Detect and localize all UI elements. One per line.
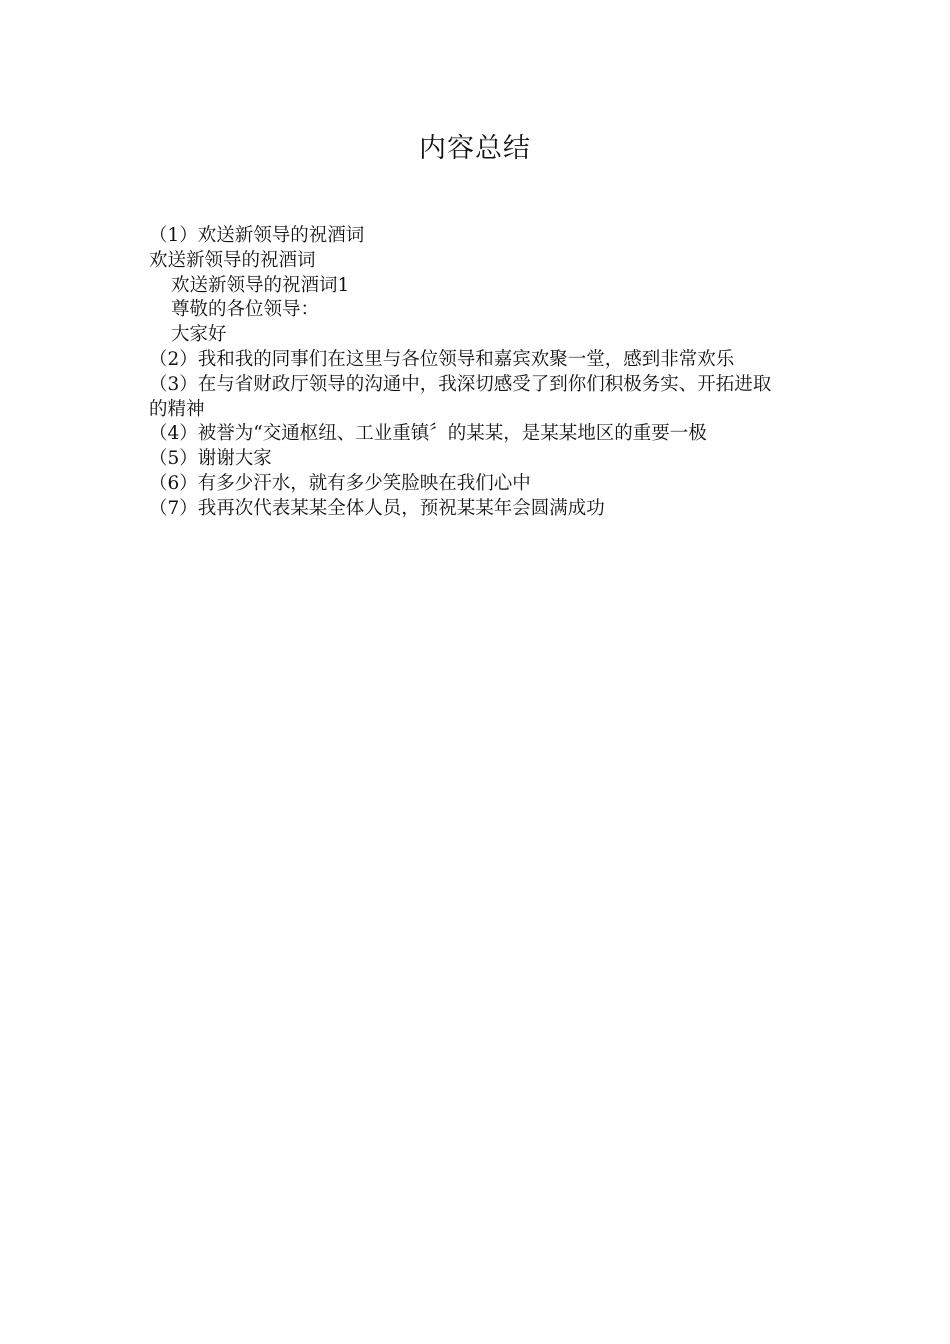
summary-item-1: （1）欢送新领导的祝酒词 <box>149 225 365 246</box>
document-body <box>149 224 789 522</box>
summary-item-2: （2）我和我的同事们在这里与各位领导和嘉宾欢聚一堂，感到非常欢乐 <box>149 348 735 370</box>
summary-item-7: （7）我再次代表某某全体人员，预祝某某年会圆满成功 <box>149 497 605 519</box>
salutation: 尊敬的各位领导： <box>171 299 320 321</box>
greeting: 大家好 <box>171 324 227 346</box>
summary-item-3: （3）在与省财政厅领导的沟通中，我深切感受了到你们积极务实、开拓进取的精神 <box>149 373 772 420</box>
paragraph-heading: 欢送新领导的祝酒词 <box>149 249 316 271</box>
paragraph-subheading: 欢送新领导的祝酒词1 <box>171 274 350 296</box>
summary-item-6: （6）有多少汗水，就有多少笑脸映在我们心中 <box>149 472 531 494</box>
summary-item-5: （5）谢谢大家 <box>149 448 272 470</box>
page-title: 内容总结 <box>419 133 531 164</box>
summary-item-4: （4）被誉为“交通枢纽、工业重镇〞的某某，是某某地区的重要一极 <box>149 423 707 445</box>
